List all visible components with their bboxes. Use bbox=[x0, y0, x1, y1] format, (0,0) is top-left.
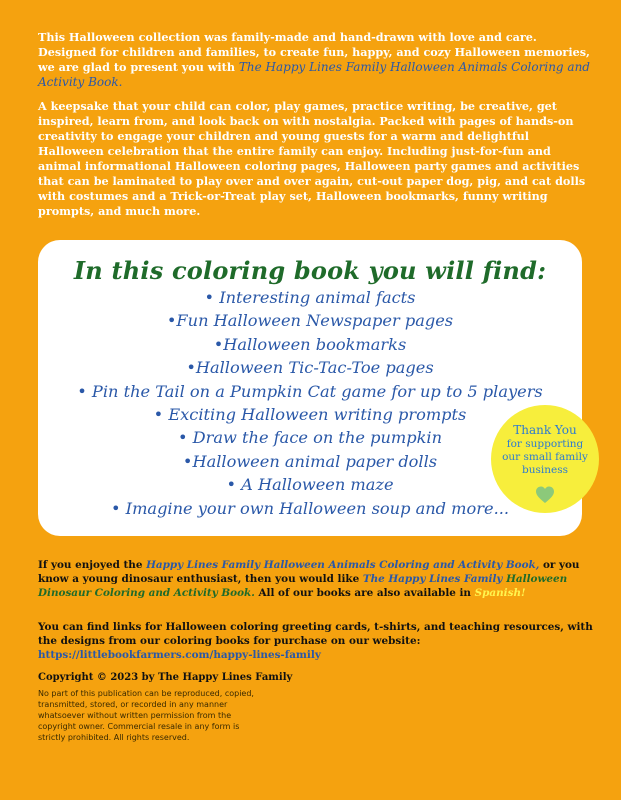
copyright: Copyright © 2023 by The Happy Lines Family bbox=[38, 672, 293, 683]
list-item: • Imagine your own Halloween soup and more... bbox=[110, 498, 510, 518]
heart-icon bbox=[535, 485, 555, 505]
rec-family-name: The Happy Lines Family bbox=[362, 573, 503, 585]
intro-paragraph-1 bbox=[38, 30, 590, 90]
list-item: •Halloween animal paper dolls bbox=[182, 451, 438, 471]
contents-card bbox=[38, 240, 582, 536]
list-item: •Halloween Tic-Tac-Toe pages bbox=[186, 358, 434, 378]
intro-paragraph-2: A keepsake that your child can color, play games, practice writing, be creative, get inspired, learn from, and look back on with nostalgia. Packed with pages of hands-on creativity to engage your children and young guests for a warm and delightful Halloween celebration that the entire family can enjoy. Including just-for-fun and animal informational Halloween coloring pages, Halloween party games and activities that can be laminated to play over and over again, cut-out paper dog, pig, and cat dolls with costumes and a Trick-or-Treat play set, Halloween bookmarks, funny writing prompts, and much more. bbox=[38, 99, 586, 218]
badge-text: for supporting our small family business bbox=[502, 438, 588, 476]
list-item: • Draw the face on the pumpkin bbox=[177, 428, 443, 448]
list-item: •Fun Halloween Newspaper pages bbox=[166, 311, 454, 331]
book-title: The Happy Lines Family Halloween Animals Coloring and Activity Book. bbox=[38, 60, 590, 89]
rec-book-title: Happy Lines Family Halloween Animals Coloring and Activity Book, bbox=[146, 559, 540, 571]
list-item: • Pin the Tail on a Pumpkin Cat game for up to 5 players bbox=[77, 381, 543, 401]
website-link[interactable]: https://littlebookfarmers.com/happy-lines-family bbox=[38, 649, 321, 661]
recommendation-text bbox=[38, 558, 598, 600]
legal-notice: No part of this publication can be reproduced, copied, transmitted, stored, or recorded in any manner whatsoever without written permission from the copyright owner. Commercial resale in any form is strictly prohibited. All rights reserved. bbox=[38, 689, 254, 742]
spanish-label: Spanish! bbox=[474, 587, 526, 599]
links-section bbox=[38, 620, 598, 662]
rec-text-3: All of our books are also available in bbox=[254, 587, 475, 599]
list-item: • Interesting animal facts bbox=[204, 288, 416, 307]
thank-you-badge bbox=[491, 405, 599, 513]
card-title: In this coloring book you will find: bbox=[73, 256, 547, 285]
list-item: • A Halloween maze bbox=[226, 475, 394, 495]
badge-title: Thank You bbox=[513, 423, 577, 437]
intro-text: This Halloween collection was family-made and hand-drawn with love and care. Designed for children and families, to create fun, happy, and cozy Halloween memories, we are glad to present you with bbox=[38, 30, 590, 74]
rec-text-1: If you enjoyed the bbox=[38, 559, 147, 571]
rec-text-2: or you know a young dinosaur enthusiast, then you would like bbox=[38, 559, 580, 585]
list-item: •Halloween bookmarks bbox=[213, 334, 407, 354]
list-item: • Exciting Halloween writing prompts bbox=[153, 405, 467, 425]
links-text: You can find links for Halloween coloring greeting cards, t-shirts, and teaching resources, with the designs from our coloring books for purchase on our website: bbox=[38, 621, 593, 647]
rec-dinosaur-title: Halloween Dinosaur Coloring and Activity Book. bbox=[38, 573, 568, 599]
intro-section bbox=[38, 30, 590, 228]
